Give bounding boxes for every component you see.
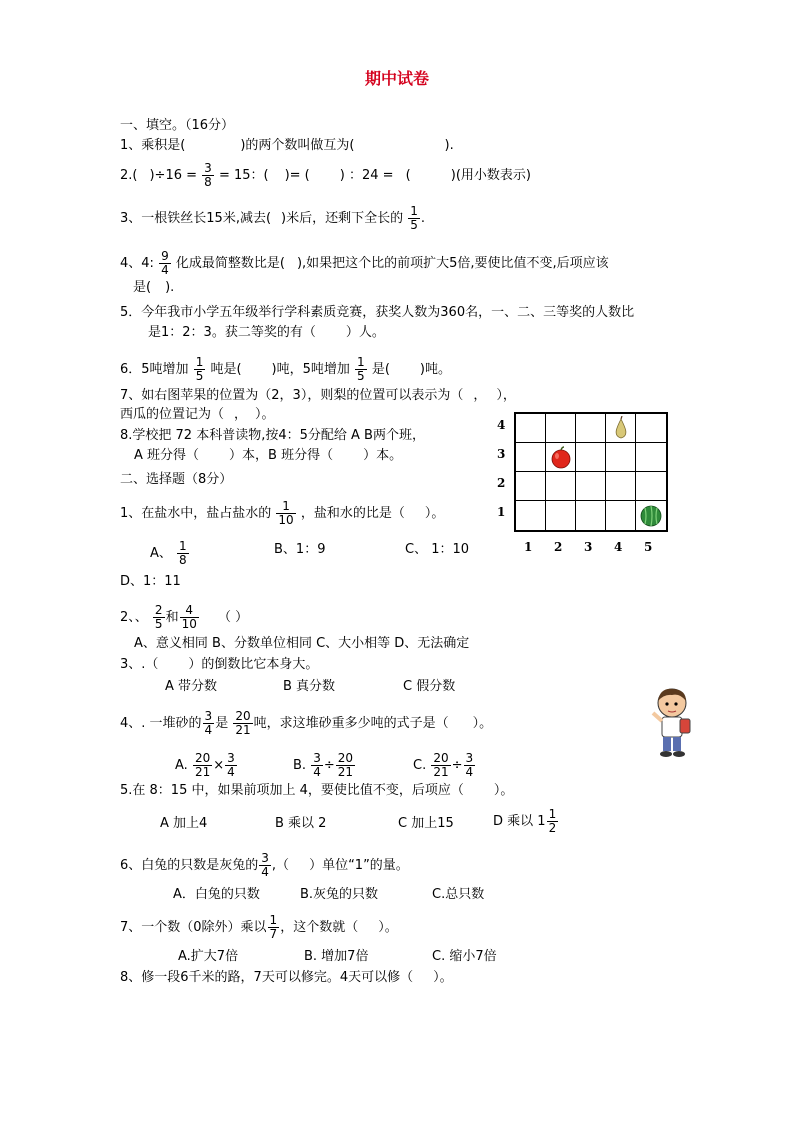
s2-question-7: 7、一个数（0除外）乘以 $\frac{1}{7}$ ，这个数就（ ）。	[120, 913, 398, 941]
grid-cell	[636, 472, 666, 501]
s2-q4-option-b: B. $\frac{3}{4}$ ÷ $\frac{20}{21}$	[293, 751, 354, 779]
s2-q7-option-a: A.扩大7倍	[178, 949, 239, 964]
s2-question-6: 6、白兔的只数是灰兔的 $\frac{3}{4}$ ,（ ）单位“1”的量。	[120, 851, 409, 879]
s2-q6-option-b: B.灰兔的只数	[300, 887, 379, 902]
grid-cell	[576, 443, 606, 472]
fraction: $\frac{3}{8}$	[204, 161, 212, 189]
s2-question-5: 5.在 8：15 中，如果前项加上 4，要使比值不变，后项应（ ）。	[120, 783, 514, 798]
s2-q5-option-c: C 加上15	[398, 816, 454, 831]
s1-question-2: 2.( )÷16 = $\frac{3}{8}$ = 15：( )= ( ) ：24 = ( )(用小数表示)	[120, 161, 531, 189]
fraction: $\frac{9}{4}$	[161, 249, 169, 277]
s2-question-2: 2、、 $\frac{2}{5}$ 和 $\frac{4}{10}$ （ ）	[120, 603, 249, 631]
grid-cell	[606, 501, 636, 530]
s1-question-3: 3、一根铁丝长15米,减去( )米后，还剩下全长的 $\frac{1}{5}$ .	[120, 204, 426, 232]
fraction: $\frac{1}{5}$	[410, 204, 418, 232]
fraction: $\frac{1}{10}$	[278, 499, 294, 527]
grid-cell	[516, 472, 546, 501]
grid-col-label: 4	[614, 540, 623, 554]
s1-question-7: 7、如右图苹果的位置为（2，3），则梨的位置可以表示为（ ， ），	[120, 388, 516, 403]
grid-col-label: 3	[584, 540, 593, 554]
grid-col-label: 2	[554, 540, 563, 554]
s2-q1-option-d: D、1：11	[120, 574, 181, 589]
pear-icon	[609, 416, 633, 440]
s2-q3-option-a: A 带分数	[165, 679, 218, 694]
s2-q1-option-b: B、1：9	[274, 542, 326, 557]
s2-q6-option-a: A．白兔的只数	[173, 887, 260, 902]
s2-q3-option-c: C 假分数	[403, 679, 456, 694]
s2-question-8: 8、修一段6千米的路，7天可以修完。4天可以修（ ）。	[120, 970, 453, 985]
coordinate-grid	[514, 412, 668, 532]
grid-cell	[516, 414, 546, 443]
s1-question-4-cont: 是( ).	[133, 280, 175, 295]
s2-q3-option-b: B 真分数	[283, 679, 336, 694]
s1-question-7-cont: 西瓜的位置记为（ ， ）。	[120, 407, 275, 422]
grid-cell	[516, 501, 546, 530]
page-title: 期中试卷	[364, 69, 429, 88]
fraction: $\frac{1}{5}$	[357, 355, 365, 383]
s2-question-4: 4、. 一堆砂的 $\frac{3}{4}$ 是 $\frac{20}{21}$ 吨，求这堆砂重多少吨的式子是（ ）。	[120, 709, 493, 737]
apple-icon	[549, 445, 573, 469]
s2-q1-option-a: A、 $\frac{1}{8}$	[150, 539, 187, 567]
fraction: $\frac{2}{5}$	[154, 603, 163, 631]
s2-q5-option-a: A 加上4	[160, 816, 208, 831]
s1-question-8: 8.学校把 72 本科普读物,按4：5分配给 A B两个班，	[120, 428, 425, 443]
watermelon-icon	[639, 503, 663, 527]
grid-cell	[576, 414, 606, 443]
grid-row-label: 4	[497, 418, 506, 432]
boy-cartoon-icon	[650, 685, 702, 761]
fraction: $\frac{3}{4}$	[261, 851, 269, 879]
grid-row-label: 1	[497, 505, 506, 519]
grid-row-label: 2	[497, 476, 506, 490]
grid-cell	[606, 443, 636, 472]
fraction: $\frac{20}{21}$	[235, 709, 251, 737]
s2-q4-option-c: C. $\frac{20}{21}$ ÷ $\frac{3}{4}$	[413, 751, 474, 779]
s2-question-1: 1、在盐水中，盐占盐水的 $\frac{1}{10}$ ，盐和水的比是（ ）。	[120, 499, 445, 527]
fraction: $\frac{4}{10}$	[181, 603, 197, 631]
grid-cell	[636, 443, 666, 472]
grid-cell	[636, 414, 666, 443]
grid-cell	[606, 472, 636, 501]
s1-question-5-cont: 是1：2：3。获二等奖的有（ ）人。	[148, 325, 385, 340]
s2-q6-option-c: C.总只数	[432, 887, 485, 902]
s2-q5-option-d: D 乘以 1 $\frac{1}{2}$	[493, 807, 557, 835]
s2-question-3: 3、.（ ）的倒数比它本身大。	[120, 657, 319, 672]
s2-q1-option-c: C、 1：10	[405, 542, 470, 557]
s1-question-5: 5．今年我市小学五年级举行学科素质竞赛，获奖人数为360名，一、二、三等奖的人数比	[120, 305, 635, 320]
fraction: $\frac{3}{4}$	[204, 709, 213, 737]
s2-q7-option-b: B. 增加7倍	[304, 949, 369, 964]
fraction: $\frac{1}{8}$	[179, 539, 187, 567]
fraction: $\frac{1}{7}$	[269, 913, 278, 941]
section2-header: 二、选择题（8分）	[120, 472, 233, 487]
grid-col-label: 5	[644, 540, 653, 554]
s1-question-4: 4、4: $\frac{9}{4}$ 化成最简整数比是( ),如果把这个比的前项扩大5倍,要使比值不变,后项应该	[120, 249, 609, 277]
grid-row-label: 3	[497, 447, 506, 461]
s1-question-6: 6．5吨增加 $\frac{1}{5}$ 吨是( )吨，5吨增加 $\frac{1}{5}$ 是( )吨。	[120, 355, 451, 383]
section1-header: 一、填空。（16分）	[120, 118, 235, 133]
grid-cell	[576, 472, 606, 501]
s1-question-1: 1、乘积是( )的两个数叫做互为( ).	[120, 138, 454, 153]
s2-q5-option-b: B 乘以 2	[275, 816, 327, 831]
grid-cell	[546, 472, 576, 501]
s2-q2-options: A、意义相同 B、分数单位相同 C、大小相等 D、无法确定	[134, 636, 470, 651]
s2-q7-option-c: C. 缩小7倍	[432, 949, 497, 964]
grid-cell	[576, 501, 606, 530]
grid-col-label: 1	[524, 540, 533, 554]
grid-cell	[516, 443, 546, 472]
fraction: $\frac{1}{5}$	[195, 355, 204, 383]
s2-q4-option-a: A. $\frac{20}{21}$ × $\frac{3}{4}$	[175, 751, 235, 779]
grid-cell	[546, 501, 576, 530]
grid-cell	[546, 414, 576, 443]
s1-question-8-cont: A 班分得（ ）本，B 班分得（ ）本。	[134, 448, 403, 463]
